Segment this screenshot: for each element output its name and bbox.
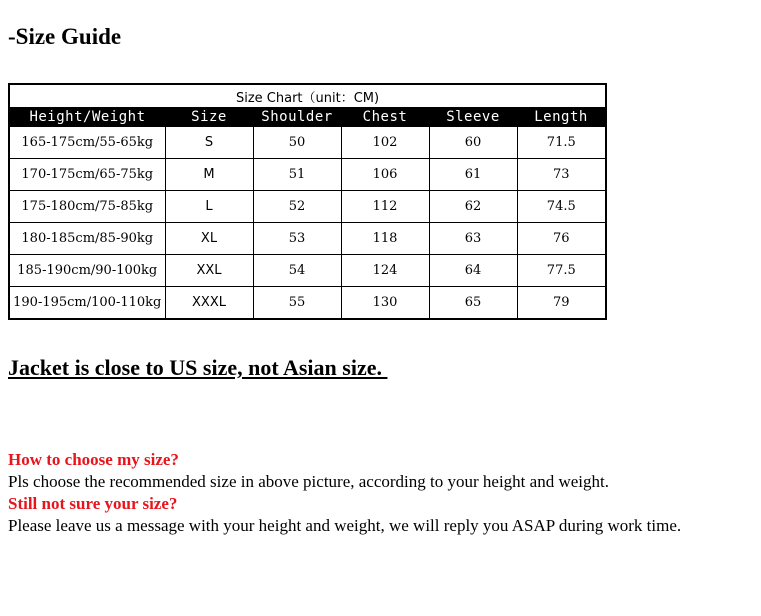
cell-chest: 102 [341,127,429,159]
cell-length: 71.5 [517,127,605,159]
column-header-size: Size [165,108,253,127]
cell-height-weight: 190-195cm/100-110kg [10,287,165,319]
cell-shoulder: 50 [253,127,341,159]
cell-chest: 130 [341,287,429,319]
faq-question-choose-size: How to choose my size? [8,450,179,469]
column-header-chest: Chest [341,108,429,127]
faq-answer-not-sure: Please leave us a message with your height and weight, we will reply you ASAP during work time. [8,516,682,535]
table-row [10,223,605,255]
cell-length: 73 [517,159,605,191]
cell-shoulder: 54 [253,255,341,287]
cell-size: S [165,127,253,159]
size-chart-caption: Size Chart（unit：CM) [10,85,605,108]
page-title: -Size Guide [8,24,122,49]
cell-size: XL [165,223,253,255]
cell-height-weight: 180-185cm/85-90kg [10,223,165,255]
cell-sleeve: 60 [429,127,517,159]
column-header-height-weight: Height/Weight [10,108,165,127]
cell-length: 74.5 [517,191,605,223]
cell-chest: 118 [341,223,429,255]
size-chart [8,83,607,320]
cell-sleeve: 61 [429,159,517,191]
cell-length: 77.5 [517,255,605,287]
cell-chest: 106 [341,159,429,191]
table-row [10,159,605,191]
table-row [10,287,605,319]
cell-size: XXL [165,255,253,287]
cell-sleeve: 63 [429,223,517,255]
cell-height-weight: 165-175cm/55-65kg [10,127,165,159]
cell-sleeve: 64 [429,255,517,287]
cell-sleeve: 62 [429,191,517,223]
faq-question-not-sure: Still not sure your size? [8,494,178,513]
cell-height-weight: 185-190cm/90-100kg [10,255,165,287]
cell-shoulder: 55 [253,287,341,319]
sizing-note: Jacket is close to US size, not Asian size. [8,355,388,380]
column-header-sleeve: Sleeve [429,108,517,127]
cell-size: L [165,191,253,223]
table-row [10,127,605,159]
cell-length: 76 [517,223,605,255]
column-header-length: Length [517,108,605,127]
cell-shoulder: 52 [253,191,341,223]
table-row [10,191,605,223]
cell-sleeve: 65 [429,287,517,319]
cell-shoulder: 51 [253,159,341,191]
cell-size: XXXL [165,287,253,319]
cell-height-weight: 175-180cm/75-85kg [10,191,165,223]
cell-shoulder: 53 [253,223,341,255]
size-table [10,85,605,318]
faq-answer-choose-size: Pls choose the recommended size in above picture, according to your height and weight. [8,472,609,491]
column-header-shoulder: Shoulder [253,108,341,127]
cell-chest: 124 [341,255,429,287]
table-header-row [10,108,605,127]
cell-length: 79 [517,287,605,319]
cell-size: M [165,159,253,191]
table-row [10,255,605,287]
cell-chest: 112 [341,191,429,223]
cell-height-weight: 170-175cm/65-75kg [10,159,165,191]
